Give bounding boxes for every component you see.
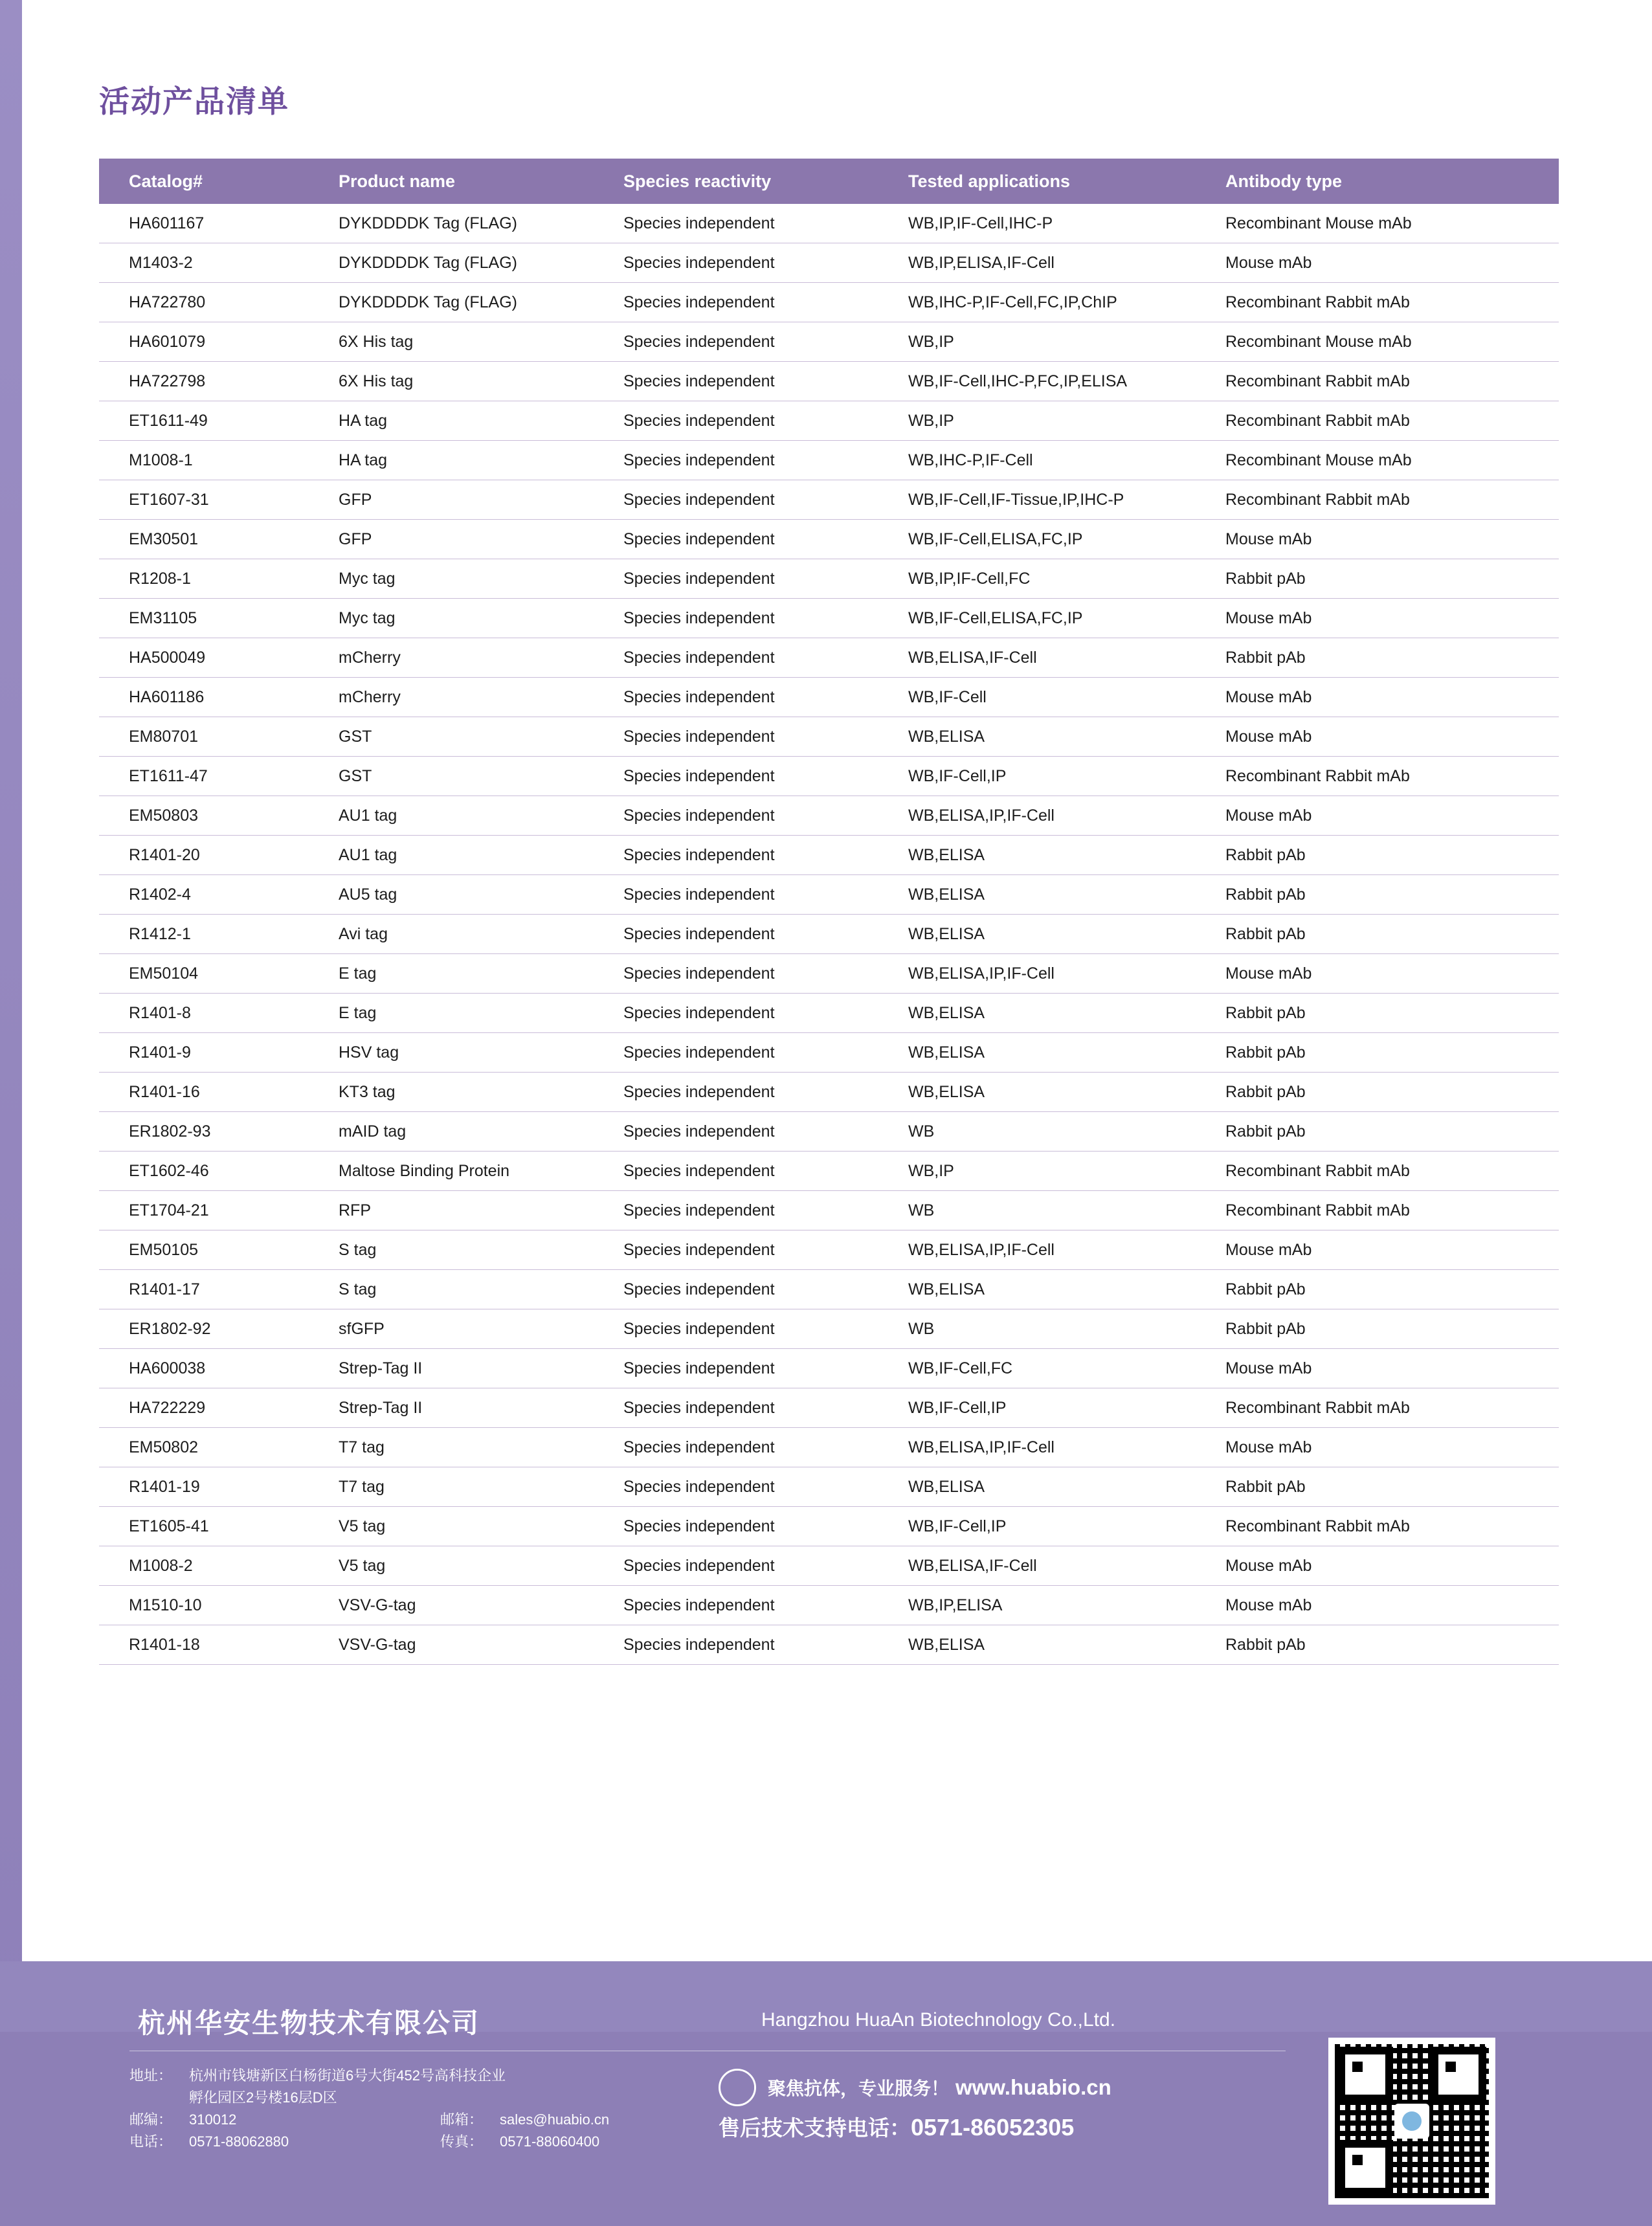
cell-species: Species independent [623,1152,908,1191]
left-accent-stripe [0,0,22,2226]
cell-species: Species independent [623,757,908,796]
cell-species: Species independent [623,559,908,599]
cell-applications: WB,IHC-P,IF-Cell [908,441,1225,480]
cell-product-name: S tag [339,1270,623,1309]
cell-applications: WB,ELISA [908,836,1225,875]
cell-product-name: mCherry [339,678,623,717]
cell-catalog: ER1802-93 [99,1112,339,1152]
cell-catalog: HA601167 [99,204,339,243]
table-row [99,836,1559,875]
postcode-value: 310012 [189,2111,237,2128]
cell-applications: WB,IF-Cell,ELISA,FC,IP [908,520,1225,559]
cell-product-name: Strep-Tag II [339,1349,623,1388]
table-row [99,994,1559,1033]
cell-antibody-type: Recombinant Mouse mAb [1225,322,1559,362]
tel-cell [129,2131,440,2153]
table-row [99,954,1559,994]
cell-product-name: 6X His tag [339,362,623,401]
cell-catalog: M1008-1 [99,441,339,480]
cell-catalog: HA722780 [99,283,339,322]
moon-icon [719,2069,756,2106]
cell-applications: WB,ELISA [908,1073,1225,1112]
cell-catalog: R1401-16 [99,1073,339,1112]
cell-product-name: VSV-G-tag [339,1625,623,1665]
cell-catalog: EM30501 [99,520,339,559]
cell-product-name: GFP [339,520,623,559]
cell-product-name: AU1 tag [339,796,623,836]
cell-species: Species independent [623,638,908,678]
table-row [99,401,1559,441]
promo-block [719,2069,1111,2142]
cell-catalog: ET1611-49 [99,401,339,441]
cell-antibody-type: Rabbit pAb [1225,1073,1559,1112]
cell-antibody-type: Rabbit pAb [1225,638,1559,678]
table-row [99,915,1559,954]
table-body [99,204,1559,1665]
postcode-email-row [129,2109,751,2131]
cell-antibody-type: Mouse mAb [1225,1230,1559,1270]
cell-antibody-type: Mouse mAb [1225,1546,1559,1586]
slogan-row [719,2069,1111,2106]
cell-catalog: EM31105 [99,599,339,638]
cell-catalog: HA601186 [99,678,339,717]
cell-antibody-type: Mouse mAb [1225,599,1559,638]
cell-antibody-type: Rabbit pAb [1225,1625,1559,1665]
table-row [99,1467,1559,1507]
cell-product-name: S tag [339,1230,623,1270]
table-row [99,1152,1559,1191]
cell-applications: WB,ELISA,IF-Cell [908,638,1225,678]
cell-antibody-type: Mouse mAb [1225,1349,1559,1388]
cell-catalog: ET1611-47 [99,757,339,796]
cell-antibody-type: Rabbit pAb [1225,1467,1559,1507]
cell-catalog: HA722798 [99,362,339,401]
address-label: 地址： [129,2067,173,2084]
cell-species: Species independent [623,362,908,401]
cell-species: Species independent [623,1033,908,1073]
cell-antibody-type: Mouse mAb [1225,678,1559,717]
cell-applications: WB [908,1309,1225,1349]
cell-species: Species independent [623,796,908,836]
cell-applications: WB,ELISA [908,1467,1225,1507]
cell-catalog: R1208-1 [99,559,339,599]
cell-species: Species independent [623,1625,908,1665]
cell-species: Species independent [623,1388,908,1428]
cell-antibody-type: Recombinant Rabbit mAb [1225,1152,1559,1191]
cell-species: Species independent [623,441,908,480]
cell-applications: WB,ELISA [908,1625,1225,1665]
cell-applications: WB,IP [908,322,1225,362]
cell-antibody-type: Mouse mAb [1225,796,1559,836]
fax-label: 传真： [440,2133,484,2150]
table-row [99,1309,1559,1349]
slogan-text: 聚焦抗体，专业服务！ [768,2078,950,2098]
table-row [99,875,1559,915]
address-row [129,2065,751,2087]
postcode-label: 邮编： [129,2111,173,2128]
cell-species: Species independent [623,1230,908,1270]
cell-product-name: GFP [339,480,623,520]
cell-catalog: M1510-10 [99,1586,339,1625]
column-header-product-name: Product name [339,159,623,204]
table-row [99,638,1559,678]
cell-species: Species independent [623,599,908,638]
cell-catalog: R1401-9 [99,1033,339,1073]
table-row [99,1388,1559,1428]
qr-code-pattern [1335,2044,1489,2198]
support-row [719,2111,1111,2142]
cell-product-name: GST [339,757,623,796]
table-row [99,1270,1559,1309]
cell-product-name: GST [339,717,623,757]
cell-antibody-type: Rabbit pAb [1225,559,1559,599]
cell-product-name: E tag [339,954,623,994]
cell-applications: WB,IF-Cell,IP [908,757,1225,796]
table-row [99,1191,1559,1230]
cell-antibody-type: Recombinant Mouse mAb [1225,204,1559,243]
column-header-tested-applications: Tested applications [908,159,1225,204]
cell-antibody-type: Rabbit pAb [1225,1309,1559,1349]
table-row [99,520,1559,559]
table-row [99,559,1559,599]
cell-antibody-type: Recombinant Rabbit mAb [1225,1191,1559,1230]
cell-applications: WB,ELISA,IP,IF-Cell [908,954,1225,994]
cell-species: Species independent [623,836,908,875]
cell-applications: WB,ELISA,IP,IF-Cell [908,1428,1225,1467]
email-label: 邮箱： [440,2111,484,2128]
cell-applications: WB,IF-Cell,IP [908,1507,1225,1546]
cell-applications: WB,ELISA [908,717,1225,757]
cell-species: Species independent [623,1112,908,1152]
cell-product-name: V5 tag [339,1507,623,1546]
email-cell [440,2109,751,2131]
product-table [99,159,1559,1665]
company-name-en: Hangzhou HuaAn Biotechnology Co.,Ltd. [761,2009,1116,2031]
cell-antibody-type: Rabbit pAb [1225,1270,1559,1309]
cell-species: Species independent [623,1349,908,1388]
cell-product-name: Avi tag [339,915,623,954]
cell-catalog: M1008-2 [99,1546,339,1586]
cell-species: Species independent [623,480,908,520]
cell-antibody-type: Rabbit pAb [1225,994,1559,1033]
cell-antibody-type: Mouse mAb [1225,1586,1559,1625]
cell-species: Species independent [623,1191,908,1230]
cell-product-name: AU5 tag [339,875,623,915]
cell-species: Species independent [623,717,908,757]
table-row [99,283,1559,322]
cell-catalog: ET1607-31 [99,480,339,520]
cell-antibody-type: Mouse mAb [1225,1428,1559,1467]
qr-logo-dot [1402,2111,1422,2131]
cell-antibody-type: Rabbit pAb [1225,1033,1559,1073]
cell-product-name: sfGFP [339,1309,623,1349]
cell-applications: WB,IP,IF-Cell,IHC-P [908,204,1225,243]
cell-product-name: V5 tag [339,1546,623,1586]
cell-antibody-type: Rabbit pAb [1225,875,1559,915]
cell-antibody-type: Recombinant Rabbit mAb [1225,1507,1559,1546]
cell-antibody-type: Recombinant Mouse mAb [1225,441,1559,480]
table-row [99,1230,1559,1270]
cell-product-name: HA tag [339,401,623,441]
cell-applications: WB,ELISA,IP,IF-Cell [908,796,1225,836]
qr-finder-top-left [1337,2047,1393,2102]
cell-applications: WB,IP [908,401,1225,441]
cell-applications: WB,ELISA,IP,IF-Cell [908,1230,1225,1270]
cell-applications: WB,IF-Cell,ELISA,FC,IP [908,599,1225,638]
cell-catalog: R1401-18 [99,1625,339,1665]
cell-applications: WB,IF-Cell,IHC-P,FC,IP,ELISA [908,362,1225,401]
cell-species: Species independent [623,1507,908,1546]
cell-product-name: AU1 tag [339,836,623,875]
cell-antibody-type: Recombinant Rabbit mAb [1225,283,1559,322]
support-phone: 0571-86052305 [911,2114,1075,2141]
cell-species: Species independent [623,678,908,717]
address-row-2 [129,2087,751,2109]
cell-antibody-type: Mouse mAb [1225,520,1559,559]
cell-antibody-type: Mouse mAb [1225,954,1559,994]
cell-species: Species independent [623,1073,908,1112]
cell-applications: WB,IP,ELISA [908,1586,1225,1625]
cell-product-name: RFP [339,1191,623,1230]
cell-catalog: R1402-4 [99,875,339,915]
cell-catalog: ER1802-92 [99,1309,339,1349]
cell-applications: WB,IF-Cell,IP [908,1388,1225,1428]
postcode-cell [129,2109,440,2131]
cell-product-name: HSV tag [339,1033,623,1073]
column-header-species-reactivity: Species reactivity [623,159,908,204]
cell-applications: WB,ELISA [908,915,1225,954]
table-row [99,757,1559,796]
support-label: 售后技术支持电话： [719,2116,911,2140]
cell-antibody-type: Rabbit pAb [1225,915,1559,954]
cell-applications: WB,IF-Cell,FC [908,1349,1225,1388]
cell-catalog: R1401-20 [99,836,339,875]
cell-species: Species independent [623,1467,908,1507]
qr-logo [1394,2104,1429,2139]
cell-applications: WB,IP,ELISA,IF-Cell [908,243,1225,283]
cell-applications: WB,IF-Cell,IF-Tissue,IP,IHC-P [908,480,1225,520]
table-row [99,1428,1559,1467]
cell-species: Species independent [623,954,908,994]
table-row [99,1073,1559,1112]
cell-product-name: DYKDDDDK Tag (FLAG) [339,204,623,243]
table-row [99,480,1559,520]
table-row [99,599,1559,638]
cell-catalog: ET1602-46 [99,1152,339,1191]
cell-product-name: Maltose Binding Protein [339,1152,623,1191]
cell-species: Species independent [623,283,908,322]
table-row [99,796,1559,836]
cell-catalog: EM50104 [99,954,339,994]
table-row [99,441,1559,480]
table-row [99,322,1559,362]
contact-info [129,2065,751,2153]
cell-catalog: ET1605-41 [99,1507,339,1546]
cell-catalog: EM50802 [99,1428,339,1467]
cell-product-name: Strep-Tag II [339,1388,623,1428]
cell-antibody-type: Mouse mAb [1225,243,1559,283]
cell-species: Species independent [623,1309,908,1349]
cell-applications: WB,ELISA [908,994,1225,1033]
cell-catalog: HA500049 [99,638,339,678]
cell-product-name: T7 tag [339,1467,623,1507]
tel-value: 0571-88062880 [189,2133,289,2150]
fax-value: 0571-88060400 [500,2133,600,2150]
cell-species: Species independent [623,243,908,283]
cell-catalog: M1403-2 [99,243,339,283]
cell-applications: WB,IF-Cell [908,678,1225,717]
cell-antibody-type: Rabbit pAb [1225,1112,1559,1152]
address-line-2: 孵化园区2号楼16层D区 [189,2089,337,2106]
cell-catalog: HA600038 [99,1349,339,1388]
cell-applications: WB,IHC-P,IF-Cell,FC,IP,ChIP [908,283,1225,322]
cell-product-name: Myc tag [339,599,623,638]
cell-species: Species independent [623,322,908,362]
cell-applications: WB,ELISA,IF-Cell [908,1546,1225,1586]
column-header-catalog: Catalog# [99,159,339,204]
cell-species: Species independent [623,1270,908,1309]
qr-code[interactable] [1328,2038,1495,2205]
address-line-1: 杭州市钱塘新区白杨街道6号大街452号高科技企业 [189,2067,506,2084]
cell-catalog: R1412-1 [99,915,339,954]
cell-catalog: R1401-8 [99,994,339,1033]
fax-cell [440,2131,751,2153]
cell-product-name: VSV-G-tag [339,1586,623,1625]
cell-product-name: HA tag [339,441,623,480]
table-row [99,678,1559,717]
cell-product-name: mAID tag [339,1112,623,1152]
cell-catalog: HA722229 [99,1388,339,1428]
cell-applications: WB,ELISA [908,1270,1225,1309]
cell-catalog: EM50105 [99,1230,339,1270]
table-row [99,1033,1559,1073]
cell-applications: WB,IP,IF-Cell,FC [908,559,1225,599]
cell-antibody-type: Recombinant Rabbit mAb [1225,401,1559,441]
table-row [99,1546,1559,1586]
table-row [99,1349,1559,1388]
qr-finder-top-right [1431,2047,1486,2102]
cell-antibody-type: Recombinant Rabbit mAb [1225,480,1559,520]
website-link[interactable]: www.huabio.cn [955,2075,1111,2099]
cell-product-name: mCherry [339,638,623,678]
cell-catalog: R1401-17 [99,1270,339,1309]
cell-product-name: DYKDDDDK Tag (FLAG) [339,283,623,322]
table-row [99,362,1559,401]
cell-product-name: 6X His tag [339,322,623,362]
cell-applications: WB [908,1191,1225,1230]
cell-product-name: DYKDDDDK Tag (FLAG) [339,243,623,283]
cell-species: Species independent [623,401,908,441]
cell-catalog: EM80701 [99,717,339,757]
cell-catalog: ET1704-21 [99,1191,339,1230]
cell-applications: WB,IP [908,1152,1225,1191]
cell-species: Species independent [623,875,908,915]
qr-finder-bottom-left [1337,2140,1393,2196]
cell-product-name: E tag [339,994,623,1033]
address-label-spacer [129,2087,189,2109]
tel-fax-row [129,2131,751,2153]
cell-species: Species independent [623,204,908,243]
cell-catalog: R1401-19 [99,1467,339,1507]
table-row [99,1586,1559,1625]
table-row [99,717,1559,757]
cell-applications: WB [908,1112,1225,1152]
table-row [99,204,1559,243]
cell-species: Species independent [623,1428,908,1467]
cell-antibody-type: Recombinant Rabbit mAb [1225,1388,1559,1428]
cell-product-name: T7 tag [339,1428,623,1467]
cell-catalog: HA601079 [99,322,339,362]
tel-label: 电话： [129,2133,173,2150]
cell-species: Species independent [623,994,908,1033]
cell-antibody-type: Recombinant Rabbit mAb [1225,362,1559,401]
cell-applications: WB,ELISA [908,875,1225,915]
table-row [99,1625,1559,1665]
cell-antibody-type: Recombinant Rabbit mAb [1225,757,1559,796]
cell-antibody-type: Rabbit pAb [1225,836,1559,875]
company-name-cn: 杭州华安生物技术有限公司 [138,2008,480,2038]
table-row [99,1507,1559,1546]
cell-product-name: Myc tag [339,559,623,599]
cell-species: Species independent [623,1586,908,1625]
cell-species: Species independent [623,915,908,954]
page-content [22,0,1652,2226]
cell-applications: WB,ELISA [908,1033,1225,1073]
cell-species: Species independent [623,520,908,559]
table-header-row [99,159,1559,204]
cell-species: Species independent [623,1546,908,1586]
cell-catalog: EM50803 [99,796,339,836]
cell-antibody-type: Mouse mAb [1225,717,1559,757]
page-title: 活动产品清单 [99,84,289,118]
email-value[interactable]: sales@huabio.cn [500,2111,610,2128]
table-row [99,1112,1559,1152]
column-header-antibody-type: Antibody type [1225,159,1559,204]
cell-product-name: KT3 tag [339,1073,623,1112]
table-header [99,159,1559,204]
table-row [99,243,1559,283]
